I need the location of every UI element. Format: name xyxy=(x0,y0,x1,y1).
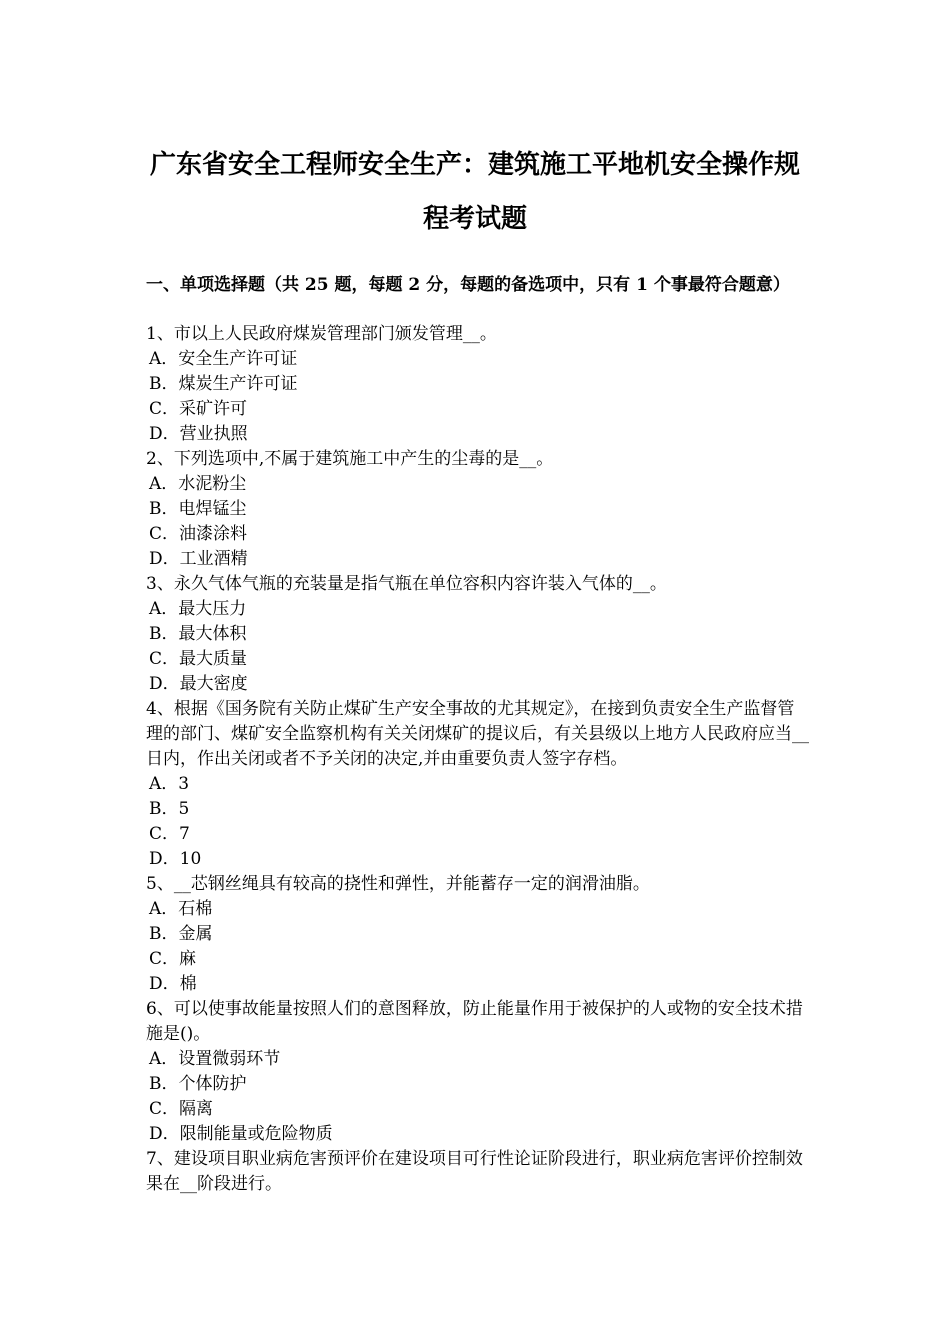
option-c: C．麻 xyxy=(149,949,197,969)
option-d: D．营业执照 xyxy=(149,424,248,444)
question-stem: 7、建设项目职业病危害预评价在建设项目可行性论证阶段进行，职业病危害评价控制效果在__阶段进行。 xyxy=(146,1149,803,1194)
option-c: C．油漆涂料 xyxy=(149,524,248,544)
question-3 xyxy=(146,572,810,697)
option-c: C．采矿许可 xyxy=(149,399,248,419)
option-b: B．煤炭生产许可证 xyxy=(149,374,298,394)
option-c: C．隔离 xyxy=(149,1099,214,1119)
document-title-line-1: 广东省安全工程师安全生产：建筑施工平地机安全操作规 xyxy=(149,150,800,180)
option-b: B．最大体积 xyxy=(149,624,247,644)
question-5 xyxy=(146,872,810,997)
question-stem: 6、可以使事故能量按照人们的意图释放，防止能量作用于被保护的人或物的安全技术措施是()。 xyxy=(146,999,803,1044)
option-a: A．设置微弱环节 xyxy=(149,1049,281,1069)
question-4 xyxy=(146,697,810,872)
question-list xyxy=(146,322,810,1197)
document-title-line-2: 程考试题 xyxy=(422,204,527,234)
option-c: C．7 xyxy=(149,824,190,844)
question-stem: 1、市以上人民政府煤炭管理部门颁发管理__。 xyxy=(146,324,497,344)
option-d: D．最大密度 xyxy=(149,674,248,694)
question-6 xyxy=(146,997,810,1147)
option-a: A．石棉 xyxy=(149,899,213,919)
question-stem: 5、__芯钢丝绳具有较高的挠性和弹性，并能蓄存一定的润滑油脂。 xyxy=(146,874,650,894)
section-heading: 一、单项选择题（共 25 题，每题 2 分，每题的备选项中，只有 1 个事最符合题意） xyxy=(146,275,790,295)
option-b: B．5 xyxy=(149,799,190,819)
option-a: A．3 xyxy=(149,774,190,794)
option-a: A．最大压力 xyxy=(149,599,247,619)
option-d: D．限制能量或危险物质 xyxy=(149,1124,333,1144)
question-7 xyxy=(146,1147,810,1197)
question-1 xyxy=(146,322,810,447)
question-2 xyxy=(146,447,810,572)
option-b: B．电焊锰尘 xyxy=(149,499,247,519)
option-d: D．10 xyxy=(149,849,202,869)
question-stem: 2、下列选项中,不属于建筑施工中产生的尘毒的是__。 xyxy=(146,449,554,469)
option-d: D．棉 xyxy=(149,974,197,994)
option-c: C．最大质量 xyxy=(149,649,248,669)
option-b: B．个体防护 xyxy=(149,1074,247,1094)
option-d: D．工业酒精 xyxy=(149,549,248,569)
option-b: B．金属 xyxy=(149,924,213,944)
option-a: A．水泥粉尘 xyxy=(149,474,247,494)
question-stem: 4、根据《国务院有关防止煤矿生产安全事故的尤其规定》，在接到负责安全生产监督管理的部门、煤矿安全监察机构有关关闭煤矿的提议后，有关县级以上地方人民政府应当__日内，作出关闭或者不予关闭的决定,并由重要负责人签字存档。 xyxy=(146,699,809,769)
question-stem: 3、永久气体气瓶的充装量是指气瓶在单位容积内容许装入气体的__。 xyxy=(146,574,667,594)
option-a: A．安全生产许可证 xyxy=(149,349,298,369)
